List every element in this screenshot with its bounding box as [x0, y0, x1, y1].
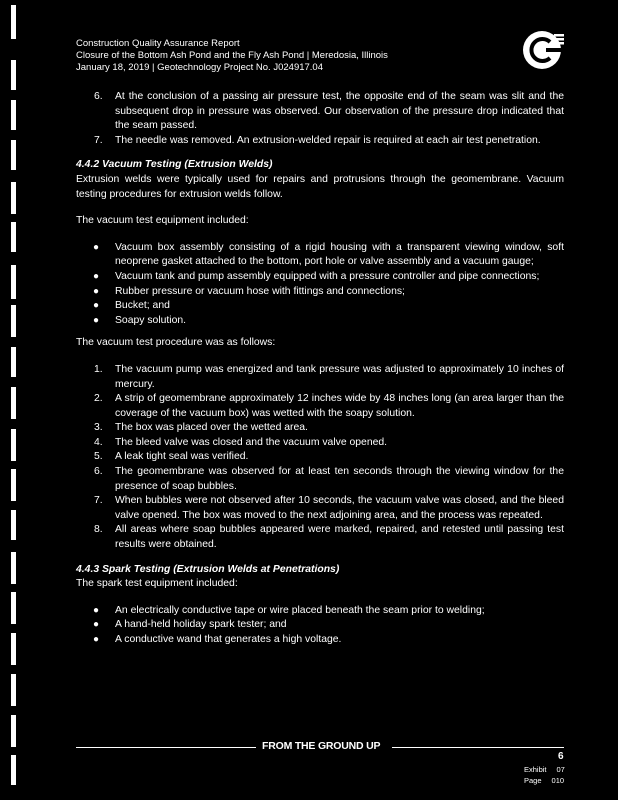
list-item — [76, 465, 564, 494]
binder-mark — [11, 222, 16, 252]
footer-rule-right — [392, 747, 564, 748]
list-item — [76, 90, 564, 134]
list-item — [76, 450, 564, 465]
report-date-project-number: January 18, 2019 | Geotechnology Project No. J024917.04 — [76, 62, 323, 73]
binder-hole-marks — [11, 0, 21, 800]
vacuum-procedure-intro: The vacuum test procedure was as follows: — [76, 337, 276, 349]
project-title: Closure of the Bottom Ash Pond and the Fly Ash Pond | Meredosia, Illinois — [76, 50, 388, 61]
item-text: The box was placed over the wetted area. — [115, 422, 308, 434]
item-text: The needle was removed. An extrusion-welded repair is required at each air test penetration. — [115, 134, 541, 146]
bullet-icon: ● — [93, 619, 100, 631]
item-number: 4. — [94, 436, 103, 448]
item-text: The vacuum pump was energized and tank pressure was adjusted to approximately 10 inches of mercury. — [115, 363, 564, 390]
list-item — [76, 363, 564, 392]
list-item — [76, 494, 564, 523]
item-text: Bucket; and — [115, 300, 170, 312]
binder-mark — [11, 5, 16, 39]
item-text: The bleed valve was closed and the vacuum valve opened. — [115, 436, 388, 448]
list-item — [76, 436, 564, 451]
exhibit-page-label: Page — [524, 776, 542, 785]
binder-mark — [11, 100, 16, 130]
binder-mark — [11, 715, 16, 747]
item-text: When bubbles were not observed after 10 seconds, the vacuum valve was closed, and the bleed valve opened. The box was moved to the next adjoining area, and the process was repeated. — [115, 495, 564, 521]
list-item — [76, 299, 564, 314]
list-item — [76, 523, 564, 552]
item-text: All areas where soap bubbles appeared were marked, repaired, and retested until passing test results were obtained. — [115, 524, 564, 551]
air-test-steps-list — [76, 90, 564, 148]
item-text: A strip of geomembrane approximately 12 inches wide by 48 inches long (an area larger than the coverage of the vacuum box) was wetted with the soapy solution. — [115, 393, 564, 419]
binder-mark — [11, 552, 16, 584]
binder-mark — [11, 265, 16, 299]
vacuum-equipment-intro: The vacuum test equipment included: — [76, 215, 249, 227]
binder-mark — [11, 633, 16, 665]
list-item — [76, 285, 564, 300]
item-number: 6. — [94, 91, 103, 102]
item-number: 6. — [94, 466, 103, 478]
bullet-icon: ● — [93, 604, 100, 616]
company-logo-icon — [522, 28, 566, 72]
binder-mark — [11, 305, 16, 337]
vacuum-intro-paragraph: Extrusion welds were typically used for repairs and protrusions through the geomembrane. Vacuum testing procedures for extrusion welds follow. — [76, 173, 564, 200]
binder-mark — [11, 469, 16, 501]
report-header — [76, 38, 506, 74]
bullet-icon: ● — [93, 241, 100, 253]
spark-equipment-list — [76, 604, 564, 648]
item-text: An electrically conductive tape or wire placed beneath the seam prior to welding; — [115, 604, 485, 616]
item-text: Vacuum box assembly consisting of a rigid housing with a transparent viewing window, soft neoprene gasket attached to the bottom, port hole or valve assembly and a vacuum gauge; — [115, 241, 564, 268]
bullet-icon: ● — [93, 300, 100, 312]
binder-mark — [11, 140, 16, 170]
item-number: 7. — [94, 134, 103, 146]
item-text: The geomembrane was observed for at least ten seconds through the viewing window for the presence of soap bubbles. — [115, 466, 564, 492]
exhibit-value: 07 — [556, 765, 565, 774]
bullet-icon: ● — [93, 285, 100, 297]
spark-equipment-intro: The spark test equipment included: — [76, 578, 238, 590]
item-text: A hand-held holiday spark tester; and — [115, 619, 287, 631]
binder-mark — [11, 429, 16, 461]
item-number: 8. — [94, 524, 103, 536]
vacuum-equipment-list — [76, 241, 564, 329]
item-text: A leak tight seal was verified. — [115, 451, 249, 463]
bullet-icon: ● — [93, 314, 100, 326]
exhibit-label: Exhibit — [524, 765, 547, 774]
report-title: Construction Quality Assurance Report — [76, 38, 240, 49]
bullet-icon: ● — [93, 634, 100, 645]
list-item — [76, 618, 564, 633]
list-item — [76, 270, 564, 285]
binder-mark — [11, 60, 16, 90]
exhibit-page-value: 010 — [551, 776, 565, 785]
item-number: 1. — [94, 363, 103, 375]
binder-mark — [11, 510, 16, 540]
binder-mark — [11, 347, 16, 377]
section-heading-spark-testing: 4.4.3 Spark Testing (Extrusion Welds at Penetrations) — [76, 563, 340, 575]
item-number: 7. — [94, 495, 103, 507]
item-text: Vacuum tank and pump assembly equipped with a pressure controller and pipe connections; — [115, 270, 540, 282]
page-number: 6 — [558, 751, 564, 762]
list-item — [76, 314, 564, 329]
section-heading-vacuum-testing: 4.4.2 Vacuum Testing (Extrusion Welds) — [76, 159, 273, 171]
binder-mark — [11, 182, 16, 214]
item-text: A conductive wand that generates a high voltage. — [115, 634, 342, 645]
item-number: 2. — [94, 393, 103, 405]
binder-mark — [11, 387, 16, 419]
footer-slogan: FROM THE GROUND UP — [262, 740, 381, 752]
vacuum-procedure-list — [76, 363, 564, 553]
bullet-icon: ● — [93, 270, 100, 282]
footer-rule-left — [76, 747, 256, 748]
list-item — [76, 134, 564, 149]
item-number: 3. — [94, 422, 103, 434]
binder-mark — [11, 674, 16, 706]
list-item — [76, 633, 564, 648]
list-item — [76, 421, 564, 436]
binder-mark — [11, 592, 16, 624]
item-text: At the conclusion of a passing air pressure test, the opposite end of the seam was slit and the subsequent drop in pressure was observed. Our observation of the pressure drop indicated that the seam passed. — [115, 91, 564, 132]
item-text: Soapy solution. — [115, 314, 187, 326]
binder-mark — [11, 755, 16, 785]
item-number: 5. — [94, 451, 103, 463]
document-body — [76, 90, 564, 648]
list-item — [76, 241, 564, 270]
list-item — [76, 604, 564, 619]
exhibit-stamp — [524, 764, 565, 786]
item-text: Rubber pressure or vacuum hose with fittings and connections; — [115, 285, 405, 297]
list-item — [76, 392, 564, 421]
